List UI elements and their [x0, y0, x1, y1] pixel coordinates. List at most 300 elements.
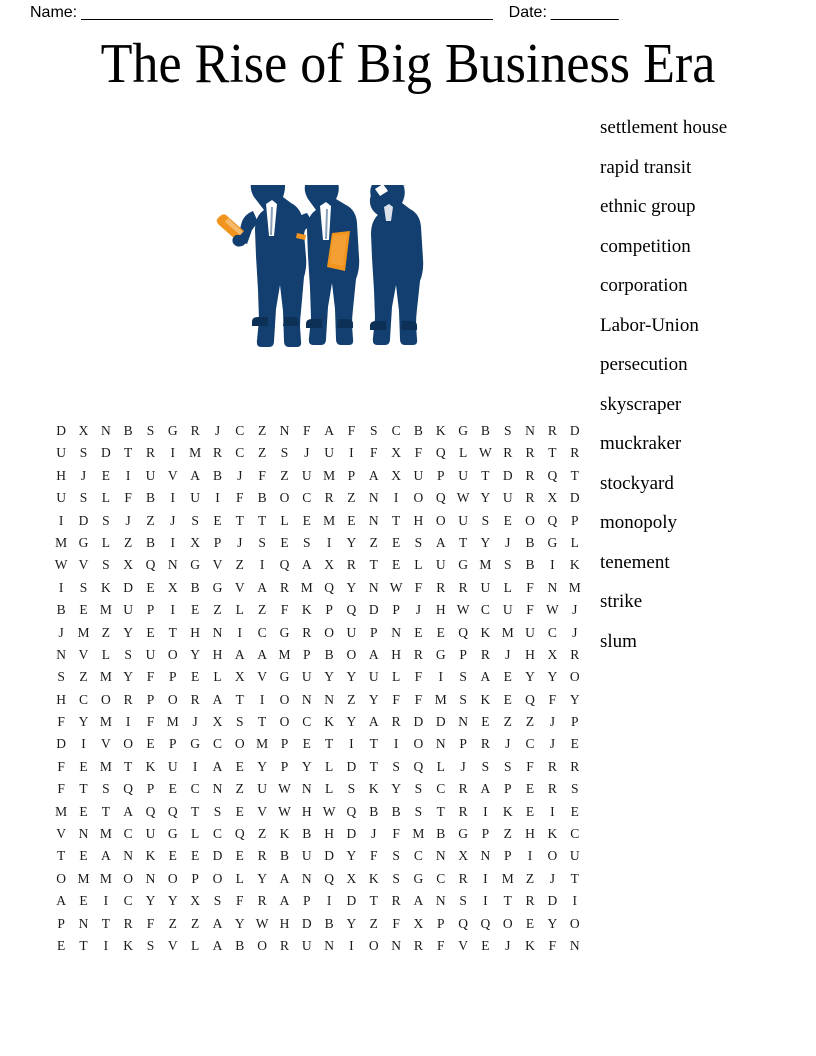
- grid-cell[interactable]: W: [255, 915, 269, 931]
- grid-cell[interactable]: U: [301, 467, 312, 483]
- grid-cell[interactable]: U: [346, 624, 357, 640]
- grid-cell[interactable]: D: [435, 714, 446, 730]
- grid-cell[interactable]: L: [324, 758, 334, 774]
- grid-cell[interactable]: S: [102, 557, 110, 573]
- grid-cell[interactable]: E: [503, 691, 512, 707]
- grid-cell[interactable]: A: [190, 467, 200, 483]
- grid-cell[interactable]: W: [278, 781, 291, 797]
- grid-cell[interactable]: N: [368, 490, 379, 506]
- grid-cell[interactable]: R: [547, 781, 557, 797]
- grid-cell[interactable]: E: [503, 512, 512, 528]
- grid-cell[interactable]: U: [569, 848, 580, 864]
- grid-cell[interactable]: N: [167, 557, 178, 573]
- grid-cell[interactable]: I: [326, 534, 332, 550]
- date-input-line[interactable]: ________: [550, 4, 619, 21]
- grid-cell[interactable]: E: [79, 848, 88, 864]
- grid-cell[interactable]: F: [258, 467, 266, 483]
- grid-cell[interactable]: Q: [525, 691, 535, 707]
- grid-cell[interactable]: A: [56, 893, 67, 909]
- grid-cell[interactable]: I: [192, 758, 198, 774]
- grid-cell[interactable]: H: [212, 646, 223, 662]
- grid-cell[interactable]: Z: [257, 602, 267, 618]
- grid-cell[interactable]: E: [146, 579, 155, 595]
- grid-cell[interactable]: O: [413, 736, 424, 752]
- grid-cell[interactable]: E: [57, 937, 66, 953]
- grid-cell[interactable]: S: [503, 557, 512, 573]
- grid-cell[interactable]: M: [99, 758, 112, 774]
- grid-cell[interactable]: R: [525, 490, 535, 506]
- grid-cell[interactable]: J: [505, 736, 511, 752]
- grid-cell[interactable]: E: [525, 915, 535, 931]
- grid-cell[interactable]: S: [392, 848, 400, 864]
- grid-cell[interactable]: E: [235, 803, 244, 819]
- grid-cell[interactable]: F: [526, 602, 534, 618]
- grid-cell[interactable]: Q: [346, 803, 357, 819]
- grid-cell[interactable]: R: [257, 848, 267, 864]
- grid-cell[interactable]: S: [213, 803, 222, 819]
- grid-cell[interactable]: Y: [569, 691, 580, 707]
- grid-cell[interactable]: D: [100, 445, 111, 461]
- grid-cell[interactable]: U: [56, 490, 67, 506]
- grid-cell[interactable]: G: [212, 579, 223, 595]
- grid-cell[interactable]: K: [301, 602, 312, 618]
- grid-cell[interactable]: B: [525, 534, 535, 550]
- grid-cell[interactable]: W: [389, 579, 403, 595]
- grid-cell[interactable]: S: [102, 781, 110, 797]
- grid-cell[interactable]: P: [392, 602, 400, 618]
- grid-cell[interactable]: I: [259, 557, 265, 573]
- grid-cell[interactable]: Y: [167, 893, 178, 909]
- grid-cell[interactable]: X: [78, 423, 89, 438]
- grid-cell[interactable]: S: [258, 534, 266, 550]
- grid-cell[interactable]: R: [458, 870, 468, 886]
- grid-cell[interactable]: P: [303, 646, 311, 662]
- grid-cell[interactable]: E: [213, 512, 222, 528]
- grid-cell[interactable]: N: [78, 915, 89, 931]
- grid-cell[interactable]: D: [78, 512, 89, 528]
- grid-cell[interactable]: M: [501, 624, 514, 640]
- grid-cell[interactable]: B: [324, 915, 334, 931]
- grid-cell[interactable]: U: [56, 445, 67, 461]
- grid-cell[interactable]: O: [502, 915, 513, 931]
- grid-cell[interactable]: C: [302, 490, 312, 506]
- grid-cell[interactable]: S: [459, 893, 467, 909]
- grid-cell[interactable]: N: [324, 937, 334, 953]
- grid-cell[interactable]: V: [56, 826, 67, 842]
- grid-cell[interactable]: O: [346, 646, 357, 662]
- grid-cell[interactable]: N: [279, 423, 290, 438]
- grid-cell[interactable]: R: [257, 893, 267, 909]
- grid-cell[interactable]: Y: [301, 758, 312, 774]
- grid-cell[interactable]: S: [370, 423, 378, 438]
- grid-cell[interactable]: E: [302, 512, 311, 528]
- grid-cell[interactable]: P: [481, 826, 490, 842]
- grid-cell[interactable]: M: [568, 579, 581, 595]
- grid-cell[interactable]: Q: [145, 803, 156, 819]
- grid-cell[interactable]: W: [479, 445, 492, 461]
- grid-cell[interactable]: U: [145, 467, 156, 483]
- grid-cell[interactable]: Y: [145, 893, 156, 909]
- grid-cell[interactable]: P: [570, 714, 579, 730]
- grid-cell[interactable]: U: [123, 602, 134, 618]
- grid-cell[interactable]: S: [392, 870, 400, 886]
- grid-cell[interactable]: S: [79, 490, 88, 506]
- grid-cell[interactable]: T: [369, 758, 378, 774]
- grid-cell[interactable]: J: [572, 602, 578, 618]
- grid-cell[interactable]: C: [123, 893, 133, 909]
- grid-cell[interactable]: M: [300, 579, 313, 595]
- grid-cell[interactable]: S: [102, 512, 110, 528]
- grid-cell[interactable]: K: [502, 803, 513, 819]
- grid-cell[interactable]: P: [347, 467, 356, 483]
- grid-cell[interactable]: P: [169, 669, 177, 685]
- grid-cell[interactable]: O: [167, 870, 178, 886]
- grid-cell[interactable]: M: [278, 646, 291, 662]
- grid-cell[interactable]: E: [191, 602, 200, 618]
- grid-cell[interactable]: F: [57, 758, 65, 774]
- grid-cell[interactable]: M: [99, 602, 112, 618]
- grid-cell[interactable]: L: [101, 646, 110, 662]
- grid-cell[interactable]: J: [58, 624, 64, 640]
- grid-cell[interactable]: U: [413, 467, 424, 483]
- grid-cell[interactable]: C: [212, 736, 222, 752]
- grid-cell[interactable]: I: [483, 803, 488, 819]
- grid-cell[interactable]: P: [436, 467, 445, 483]
- grid-cell[interactable]: C: [235, 445, 245, 461]
- grid-cell[interactable]: Y: [346, 669, 357, 685]
- grid-cell[interactable]: A: [279, 893, 290, 909]
- grid-cell[interactable]: B: [145, 534, 155, 550]
- grid-cell[interactable]: B: [145, 490, 155, 506]
- grid-cell[interactable]: F: [124, 490, 132, 506]
- grid-cell[interactable]: H: [324, 826, 334, 842]
- grid-cell[interactable]: R: [279, 579, 289, 595]
- grid-cell[interactable]: Z: [79, 669, 88, 685]
- grid-cell[interactable]: Y: [525, 669, 535, 685]
- grid-cell[interactable]: T: [168, 624, 177, 640]
- grid-cell[interactable]: N: [391, 937, 401, 953]
- grid-cell[interactable]: N: [212, 781, 223, 797]
- grid-cell[interactable]: L: [213, 669, 222, 685]
- grid-cell[interactable]: R: [190, 691, 200, 707]
- grid-cell[interactable]: S: [280, 445, 289, 461]
- grid-cell[interactable]: W: [546, 602, 559, 618]
- grid-cell[interactable]: E: [79, 602, 88, 618]
- grid-cell[interactable]: S: [503, 758, 512, 774]
- grid-cell[interactable]: J: [170, 512, 176, 528]
- grid-cell[interactable]: J: [460, 758, 466, 774]
- grid-cell[interactable]: F: [370, 445, 378, 461]
- grid-cell[interactable]: F: [57, 714, 65, 730]
- grid-cell[interactable]: K: [435, 423, 446, 438]
- grid-cell[interactable]: J: [237, 534, 243, 550]
- word-list-item[interactable]: slum: [600, 630, 637, 652]
- grid-cell[interactable]: I: [103, 937, 109, 953]
- grid-cell[interactable]: H: [435, 602, 446, 618]
- grid-cell[interactable]: S: [213, 893, 222, 909]
- grid-cell[interactable]: F: [414, 691, 423, 707]
- grid-cell[interactable]: A: [368, 714, 379, 730]
- grid-cell[interactable]: W: [456, 490, 470, 506]
- grid-cell[interactable]: F: [303, 423, 311, 438]
- grid-cell[interactable]: Y: [257, 870, 267, 886]
- grid-cell[interactable]: Y: [346, 534, 357, 550]
- grid-cell[interactable]: I: [237, 624, 243, 640]
- grid-cell[interactable]: Q: [547, 512, 558, 528]
- word-list-item[interactable]: skyscraper: [600, 393, 682, 415]
- grid-cell[interactable]: S: [79, 579, 88, 595]
- grid-cell[interactable]: Z: [503, 826, 512, 842]
- grid-cell[interactable]: Q: [458, 915, 468, 931]
- grid-cell[interactable]: E: [525, 781, 535, 797]
- grid-cell[interactable]: F: [146, 669, 155, 685]
- grid-cell[interactable]: U: [458, 467, 468, 483]
- grid-cell[interactable]: M: [412, 826, 425, 842]
- grid-cell[interactable]: G: [190, 557, 200, 573]
- grid-cell[interactable]: T: [324, 736, 334, 752]
- grid-cell[interactable]: I: [81, 736, 86, 752]
- grid-cell[interactable]: R: [302, 624, 312, 640]
- grid-cell[interactable]: S: [481, 758, 490, 774]
- grid-cell[interactable]: S: [191, 512, 199, 528]
- grid-cell[interactable]: Z: [168, 915, 177, 931]
- grid-cell[interactable]: P: [280, 758, 289, 774]
- grid-cell[interactable]: R: [547, 423, 557, 438]
- grid-cell[interactable]: Z: [146, 512, 155, 528]
- grid-cell[interactable]: M: [479, 557, 492, 573]
- grid-cell[interactable]: S: [459, 691, 467, 707]
- grid-cell[interactable]: S: [79, 445, 88, 461]
- grid-cell[interactable]: M: [434, 691, 447, 707]
- grid-cell[interactable]: C: [570, 826, 580, 842]
- grid-cell[interactable]: T: [235, 512, 244, 528]
- grid-cell[interactable]: R: [480, 736, 490, 752]
- grid-cell[interactable]: P: [503, 781, 512, 797]
- grid-cell[interactable]: E: [302, 736, 311, 752]
- grid-cell[interactable]: L: [101, 534, 110, 550]
- grid-cell[interactable]: R: [123, 691, 133, 707]
- grid-cell[interactable]: U: [190, 490, 200, 506]
- grid-cell[interactable]: M: [99, 870, 112, 886]
- grid-cell[interactable]: O: [257, 937, 267, 953]
- grid-cell[interactable]: U: [458, 512, 468, 528]
- grid-cell[interactable]: S: [57, 669, 65, 685]
- grid-cell[interactable]: T: [191, 803, 200, 819]
- grid-cell[interactable]: Z: [257, 423, 267, 438]
- grid-cell[interactable]: N: [368, 579, 379, 595]
- grid-cell[interactable]: O: [368, 937, 379, 953]
- word-list-item[interactable]: ethnic group: [600, 196, 696, 217]
- grid-cell[interactable]: M: [77, 624, 90, 640]
- word-list-item[interactable]: Labor-Union: [600, 314, 699, 336]
- grid-cell[interactable]: Z: [213, 602, 222, 618]
- grid-cell[interactable]: T: [57, 848, 66, 864]
- grid-cell[interactable]: D: [346, 826, 357, 842]
- grid-cell[interactable]: R: [436, 579, 446, 595]
- grid-cell[interactable]: P: [146, 781, 155, 797]
- grid-cell[interactable]: F: [57, 781, 65, 797]
- grid-cell[interactable]: C: [212, 826, 222, 842]
- grid-cell[interactable]: S: [414, 534, 423, 550]
- grid-cell[interactable]: Y: [190, 646, 200, 662]
- grid-cell[interactable]: F: [414, 669, 423, 685]
- grid-cell[interactable]: N: [301, 691, 312, 707]
- grid-cell[interactable]: M: [323, 467, 336, 483]
- grid-cell[interactable]: C: [436, 870, 446, 886]
- grid-cell[interactable]: M: [501, 870, 514, 886]
- grid-cell[interactable]: A: [324, 423, 334, 438]
- grid-cell[interactable]: M: [55, 803, 68, 819]
- grid-cell[interactable]: R: [391, 714, 401, 730]
- grid-cell[interactable]: T: [548, 445, 557, 461]
- grid-cell[interactable]: G: [413, 870, 424, 886]
- grid-cell[interactable]: E: [168, 848, 177, 864]
- grid-cell[interactable]: I: [572, 893, 577, 909]
- grid-cell[interactable]: X: [324, 557, 334, 573]
- grid-cell[interactable]: C: [525, 736, 535, 752]
- grid-cell[interactable]: E: [79, 758, 88, 774]
- grid-cell[interactable]: X: [123, 557, 134, 573]
- grid-cell[interactable]: G: [167, 423, 178, 438]
- grid-cell[interactable]: R: [413, 646, 423, 662]
- grid-cell[interactable]: V: [100, 736, 111, 752]
- grid-cell[interactable]: T: [79, 781, 88, 797]
- grid-cell[interactable]: Y: [391, 781, 401, 797]
- grid-cell[interactable]: E: [391, 534, 401, 550]
- grid-cell[interactable]: C: [413, 848, 423, 864]
- name-input-line[interactable]: _________________________________________________: [81, 4, 493, 21]
- grid-cell[interactable]: W: [278, 803, 291, 819]
- grid-cell[interactable]: K: [145, 758, 156, 774]
- grid-cell[interactable]: P: [169, 736, 177, 752]
- grid-cell[interactable]: T: [503, 893, 512, 909]
- grid-cell[interactable]: I: [125, 714, 131, 730]
- grid-cell[interactable]: E: [235, 848, 244, 864]
- grid-cell[interactable]: R: [525, 445, 535, 461]
- grid-cell[interactable]: Y: [346, 915, 357, 931]
- grid-cell[interactable]: E: [570, 736, 579, 752]
- grid-cell[interactable]: F: [347, 423, 356, 438]
- grid-cell[interactable]: P: [146, 602, 155, 618]
- grid-cell[interactable]: R: [212, 445, 222, 461]
- grid-cell[interactable]: J: [549, 870, 556, 886]
- grid-cell[interactable]: C: [190, 781, 200, 797]
- grid-cell[interactable]: H: [56, 467, 67, 483]
- grid-cell[interactable]: N: [391, 624, 401, 640]
- grid-cell[interactable]: U: [435, 557, 446, 573]
- grid-cell[interactable]: X: [190, 893, 200, 909]
- grid-cell[interactable]: L: [436, 758, 445, 774]
- grid-cell[interactable]: A: [212, 758, 223, 774]
- grid-cell[interactable]: W: [322, 803, 336, 819]
- grid-cell[interactable]: R: [279, 937, 289, 953]
- grid-cell[interactable]: J: [192, 714, 198, 730]
- grid-cell[interactable]: M: [166, 714, 179, 730]
- grid-cell[interactable]: T: [369, 893, 378, 909]
- grid-cell[interactable]: B: [413, 423, 423, 438]
- word-list-item[interactable]: competition: [600, 235, 691, 257]
- grid-cell[interactable]: P: [303, 893, 311, 909]
- grid-cell[interactable]: S: [146, 937, 155, 953]
- grid-cell[interactable]: E: [503, 669, 512, 685]
- grid-cell[interactable]: H: [391, 646, 401, 662]
- grid-cell[interactable]: B: [391, 803, 401, 819]
- grid-cell[interactable]: B: [324, 646, 334, 662]
- grid-cell[interactable]: Y: [346, 848, 357, 864]
- grid-cell[interactable]: E: [570, 803, 579, 819]
- grid-cell[interactable]: U: [368, 669, 379, 685]
- grid-cell[interactable]: L: [391, 669, 401, 685]
- grid-cell[interactable]: X: [234, 669, 245, 685]
- grid-cell[interactable]: L: [235, 870, 244, 886]
- grid-cell[interactable]: Z: [347, 691, 356, 707]
- grid-cell[interactable]: Q: [167, 803, 178, 819]
- grid-cell[interactable]: V: [78, 557, 89, 573]
- grid-cell[interactable]: C: [235, 423, 245, 438]
- grid-cell[interactable]: A: [279, 870, 290, 886]
- grid-cell[interactable]: Z: [191, 915, 200, 931]
- grid-cell[interactable]: B: [302, 826, 312, 842]
- grid-cell[interactable]: A: [368, 467, 379, 483]
- grid-cell[interactable]: K: [368, 870, 379, 886]
- grid-cell[interactable]: U: [167, 758, 178, 774]
- grid-cell[interactable]: F: [548, 691, 557, 707]
- grid-cell[interactable]: K: [569, 557, 580, 573]
- grid-cell[interactable]: R: [391, 893, 401, 909]
- grid-cell[interactable]: M: [77, 870, 90, 886]
- grid-cell[interactable]: M: [256, 736, 269, 752]
- grid-cell[interactable]: L: [570, 534, 579, 550]
- grid-cell[interactable]: C: [302, 714, 312, 730]
- grid-cell[interactable]: T: [481, 467, 490, 483]
- grid-cell[interactable]: H: [279, 915, 290, 931]
- grid-cell[interactable]: R: [324, 490, 334, 506]
- grid-cell[interactable]: E: [146, 624, 155, 640]
- grid-cell[interactable]: S: [503, 423, 512, 438]
- grid-cell[interactable]: N: [212, 624, 223, 640]
- grid-cell[interactable]: Y: [324, 669, 334, 685]
- grid-cell[interactable]: E: [525, 803, 535, 819]
- grid-cell[interactable]: Z: [369, 534, 378, 550]
- grid-cell[interactable]: K: [324, 714, 334, 730]
- grid-cell[interactable]: Z: [235, 557, 244, 573]
- grid-cell[interactable]: I: [170, 602, 176, 618]
- grid-cell[interactable]: F: [436, 937, 445, 953]
- grid-cell[interactable]: S: [481, 512, 490, 528]
- grid-cell[interactable]: V: [167, 467, 178, 483]
- grid-cell[interactable]: O: [100, 691, 111, 707]
- grid-cell[interactable]: E: [481, 714, 490, 730]
- grid-cell[interactable]: R: [547, 758, 557, 774]
- grid-cell[interactable]: D: [346, 758, 357, 774]
- grid-cell[interactable]: X: [458, 848, 468, 864]
- grid-cell[interactable]: X: [346, 870, 357, 886]
- grid-cell[interactable]: Z: [257, 445, 267, 461]
- grid-cell[interactable]: V: [212, 557, 223, 573]
- grid-cell[interactable]: A: [413, 893, 424, 909]
- grid-cell[interactable]: Z: [503, 714, 512, 730]
- grid-cell[interactable]: P: [436, 915, 445, 931]
- grid-cell[interactable]: D: [413, 714, 424, 730]
- grid-cell[interactable]: S: [392, 758, 400, 774]
- grid-cell[interactable]: J: [125, 512, 131, 528]
- grid-cell[interactable]: Y: [480, 490, 491, 506]
- grid-cell[interactable]: N: [56, 646, 67, 662]
- grid-cell[interactable]: N: [123, 848, 134, 864]
- grid-cell[interactable]: F: [526, 758, 534, 774]
- grid-cell[interactable]: O: [413, 490, 424, 506]
- grid-cell[interactable]: D: [346, 893, 357, 909]
